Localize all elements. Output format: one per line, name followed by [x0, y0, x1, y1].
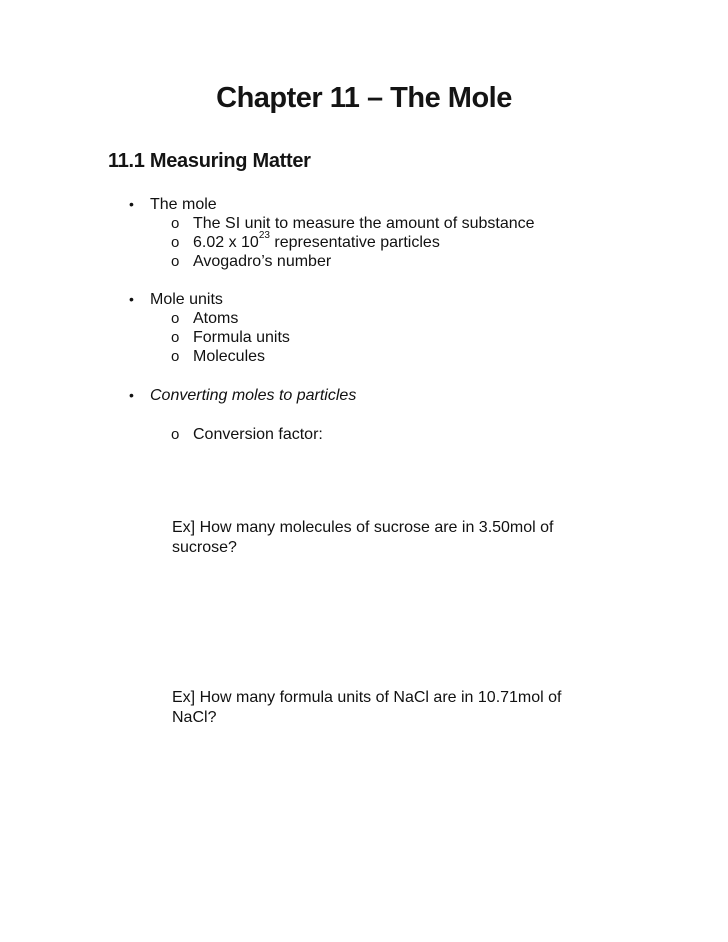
sub-bullet-marker: o — [171, 348, 180, 365]
bullet-marker: • — [129, 291, 134, 307]
sub-item-molecules: Molecules — [193, 348, 266, 365]
sub-bullet-marker: o — [171, 234, 180, 251]
sub-bullet-marker: o — [171, 329, 180, 346]
sub-item-formula-units: Formula units — [193, 329, 290, 346]
sub-item-avogadro-number: Avogadro’s number — [193, 253, 332, 270]
bullet-converting-moles: Converting moles to particles — [150, 387, 357, 404]
bullet-the-mole: The mole — [150, 196, 217, 213]
sub-bullet-marker: o — [171, 253, 180, 270]
page-title: Chapter 11 – The Mole — [216, 82, 512, 114]
value-base: 6.02 x 10 — [193, 234, 259, 251]
sub-item-si-unit: The SI unit to measure the amount of substance — [193, 215, 535, 232]
example-sucrose: Ex] How many molecules of sucrose are in 3.50mol of sucrose? — [172, 519, 554, 556]
example-nacl: Ex] How many formula units of NaCl are in 10.71mol of NaCl? — [172, 689, 562, 726]
value-rest: representative particles — [269, 234, 440, 251]
section-heading: 11.1 Measuring Matter — [108, 150, 311, 172]
value-exponent: 23 — [258, 230, 270, 241]
sub-bullet-marker: o — [171, 215, 180, 232]
sub-item-conversion-factor: Conversion factor: — [193, 426, 323, 443]
bullet-mole-units: Mole units — [150, 291, 223, 308]
sub-item-atoms: Atoms — [193, 310, 239, 327]
sub-item-avogadro-value — [193, 230, 440, 252]
bullet-marker: • — [129, 387, 134, 403]
bullet-marker: • — [129, 196, 134, 212]
sub-bullet-marker: o — [171, 426, 180, 443]
sub-bullet-marker: o — [171, 310, 180, 327]
